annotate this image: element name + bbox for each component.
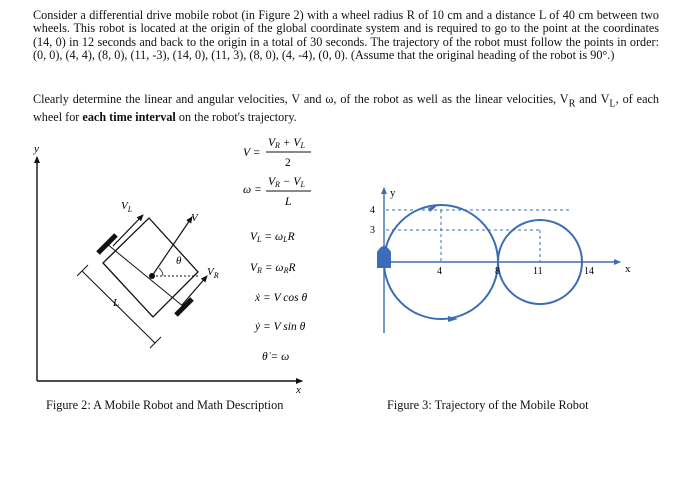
figure2-caption: Figure 2: A Mobile Robot and Math Description: [46, 398, 284, 412]
eq-v-den: 2: [285, 157, 291, 169]
eq-w-num: VR − VL: [268, 176, 305, 189]
eq-v-num: VR + VL: [268, 137, 305, 150]
problem-statement: Consider a differential drive mobile robot (in Figure 2) with a wheel radius R of 10 cm and a distance L of 40 cm between two wheels. This robot is located at the origin of the global coordinate system and is required to go to the point at the coordinates (14, 0) in 12 seconds and back to the origin in a total of 30 seconds. The trajectory of the robot must follow the points in order: (0, 0), (4, 4), (8, 0), (11, -3), (14, 0), (11, 3), (8, 0), (4, -4), (0, 0). (Assume that the original heading of the robot is 90°.): [33, 8, 659, 63]
eq-ydot: ẏ = V sin θ: [255, 321, 306, 333]
y-tick-4: 4: [370, 205, 375, 216]
vr-arrow: [182, 276, 207, 305]
task-text-3: on the robot's trajectory.: [175, 109, 297, 124]
x-tick-8: 8: [495, 266, 500, 277]
figure3-trajectory: [370, 187, 631, 333]
vl-label: [121, 200, 133, 214]
vl-arrow: [113, 215, 143, 246]
eq-vl: VL = ωLR: [250, 231, 295, 244]
vr-label: [207, 266, 219, 280]
l-dimension-tick-a: [77, 265, 88, 276]
vr-label-sub: R: [213, 271, 219, 280]
y-tick-3: 3: [370, 225, 375, 236]
task-text-bold: each time interval: [82, 109, 176, 124]
fig2-x-label: x: [296, 384, 301, 396]
theta-arc: [159, 268, 163, 276]
vl-label-main: V: [121, 200, 128, 212]
vr-label-main: V: [207, 266, 214, 278]
x-tick-14: 14: [584, 266, 594, 277]
eq-xdot: ẋ = V cos θ: [255, 292, 308, 304]
fig2-y-label: y: [34, 143, 39, 155]
eq-thetadot: θ̇ = ω: [262, 351, 290, 363]
robot-center: [149, 273, 155, 279]
l-label: L: [113, 297, 120, 309]
eq-w-lhs: ω =: [243, 184, 262, 196]
vl-label-sub: L: [127, 205, 133, 214]
v-label: V: [191, 212, 198, 224]
eq-v-lhs: V =: [243, 147, 261, 159]
figure3-caption: Figure 3: Trajectory of the Mobile Robot: [387, 398, 589, 412]
task-text-2: , of each wheel for: [33, 92, 659, 124]
l-dimension-tick-b: [150, 337, 161, 348]
task-text-1: Clearly determine the linear and angular velocities, V and ω, of the robot as well as the linear velocities, V: [33, 92, 569, 106]
fig3-y-label: y: [390, 187, 396, 199]
task-text-and: and V: [575, 92, 610, 106]
robot-marker: [377, 246, 391, 268]
x-tick-11: 11: [533, 266, 543, 277]
task-sub-l: L: [609, 98, 616, 110]
x-tick-4: 4: [437, 266, 442, 277]
eq-vr: VR = ωRR: [250, 262, 296, 275]
theta-label: θ: [176, 255, 182, 267]
fig3-x-label: x: [625, 263, 631, 275]
equations: [243, 137, 311, 363]
task-sub-r: R: [568, 98, 576, 110]
eq-w-den: L: [285, 196, 292, 208]
v-arrow: [152, 217, 192, 276]
